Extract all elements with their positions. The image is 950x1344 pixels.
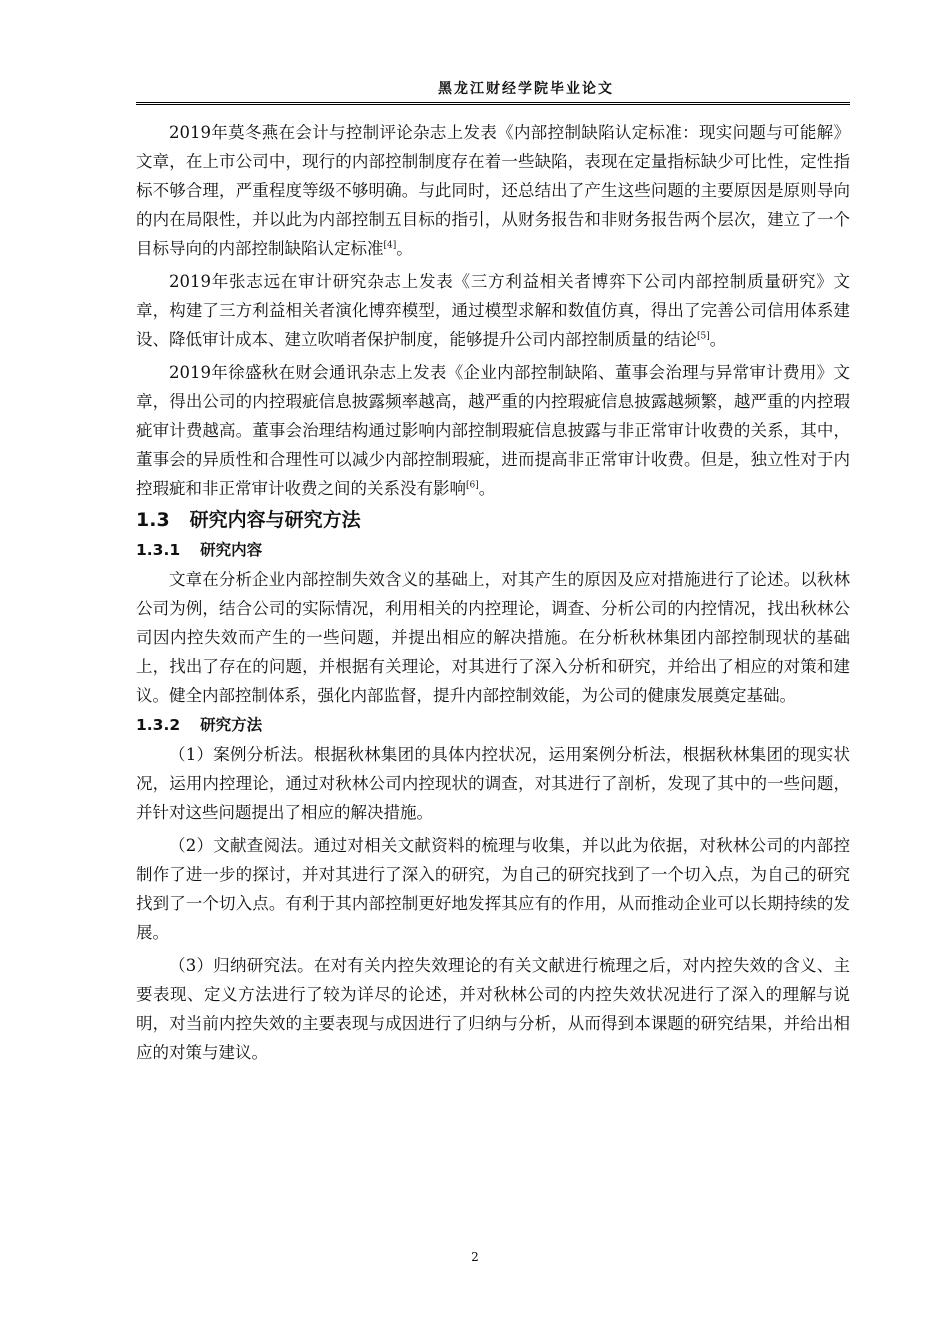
- citation-ref: [4]: [383, 240, 397, 251]
- page-content: [136, 118, 850, 1067]
- header-title: 黑龙江财经学院毕业论文: [438, 81, 614, 97]
- section-number: 1.3: [136, 509, 170, 531]
- method-paragraph: （3）归纳研究法。在对有关内控失效理论的有关文献进行梳理之后，对内控失效的含义、主要表现、定义方法进行了较为详尽的论述，并对秋林公司的内控失效状况进行了深入的理解与说明，对当前内控失效的主要表现与成因进行了归纳与分析，从而得到本课题的研究结果，并给出相应的对策与建议。: [136, 956, 850, 1062]
- body-paragraph: 2019年莫冬燕在会计与控制评论杂志上发表《内部控制缺陷认定标准：现实问题与可能解》文章，在上市公司中，现行的内部控制制度存在着一些缺陷，表现在定量指标缺少可比性，定性指标不够合理，严重程度等级不够明确。与此同时，还总结出了产生这些问题的主要原因是原则导向的内在局限性，并以此为内部控制五目标的指引，从财务报告和非财务报告两个层次，建立了一个目标导向的内部控制缺陷认定标准[4]。: [136, 123, 850, 258]
- page-header: [136, 76, 850, 105]
- citation-ref: [5]: [697, 331, 710, 342]
- body-paragraph: 2019年徐盛秋在财会通讯杂志上发表《企业内部控制缺陷、董事会治理与异常审计费用》文章，得出公司的内控瑕疵信息披露频率越高，越严重的内控瑕疵信息披露越频繁，越严重的内控瑕疵审计费越高。董事会治理结构通过影响内部控制瑕疵信息披露与非正常审计收费的关系，其中，董事会的异质性和合理性可以减少内部控制瑕疵，进而提高非正常审计收费。但是，独立性对于内控瑕疵和非正常审计收费之间的关系没有影响[6]。: [136, 363, 850, 498]
- section-title: 研究内容与研究方法: [189, 509, 361, 531]
- body-paragraph: 2019年张志远在审计研究杂志上发表《三方利益相关者博弈下公司内部控制质量研究》文章，构建了三方利益相关者演化博弈模型，通过模型求解和数值仿真，得出了完善公司信用体系建设、降低审计成本、建立吹哨者保护制度，能够提升公司内部控制质量的结论[5]。: [136, 272, 850, 349]
- method-paragraph: （1）案例分析法。根据秋林集团的具体内控状况，运用案例分析法，根据秋林集团的现实状况，运用内控理论，通过对秋林公司内控现状的调查，对其进行了剖析，发现了其中的一些问题，并针对这些问题提出了相应的解决措施。: [136, 745, 850, 822]
- page-number: 2: [471, 1250, 479, 1264]
- section-heading: [136, 505, 850, 535]
- body-paragraph: 文章在分析企业内部控制失效含义的基础上，对其产生的原因及应对措施进行了论述。以秋林公司为例，结合公司的实际情况，利用相关的内控理论，调查、分析公司的内控情况，找出秋林公司因内控失效而产生的一些问题，并提出相应的解决措施。在分析秋林集团内部控制现状的基础上，找出了存在的问题，并根据有关理论，对其进行了深入分析和研究，并给出了相应的对策和建议。健全内部控制体系，强化内部监督，提升内部控制效能，为公司的健康发展奠定基础。: [136, 570, 850, 705]
- subsection-title: 研究内容: [200, 541, 263, 559]
- subsection-number: 1.3.2: [136, 716, 181, 734]
- subsection-heading: [136, 710, 850, 740]
- subsection-heading: [136, 535, 850, 565]
- method-paragraph: （2）文献查阅法。通过对相关文献资料的梳理与收集，并以此为依据，对秋林公司的内部控制作了进一步的探讨，并对其进行了深入的研究，为自己的研究找到了一个切入点，为自己的研究找到了一个切入点。有利于其内部控制更好地发挥其应有的作用，从而推动企业可以长期持续的发展。: [136, 836, 850, 942]
- subsection-number: 1.3.1: [136, 541, 181, 559]
- subsection-title: 研究方法: [200, 716, 263, 734]
- citation-ref: [6]: [466, 480, 479, 491]
